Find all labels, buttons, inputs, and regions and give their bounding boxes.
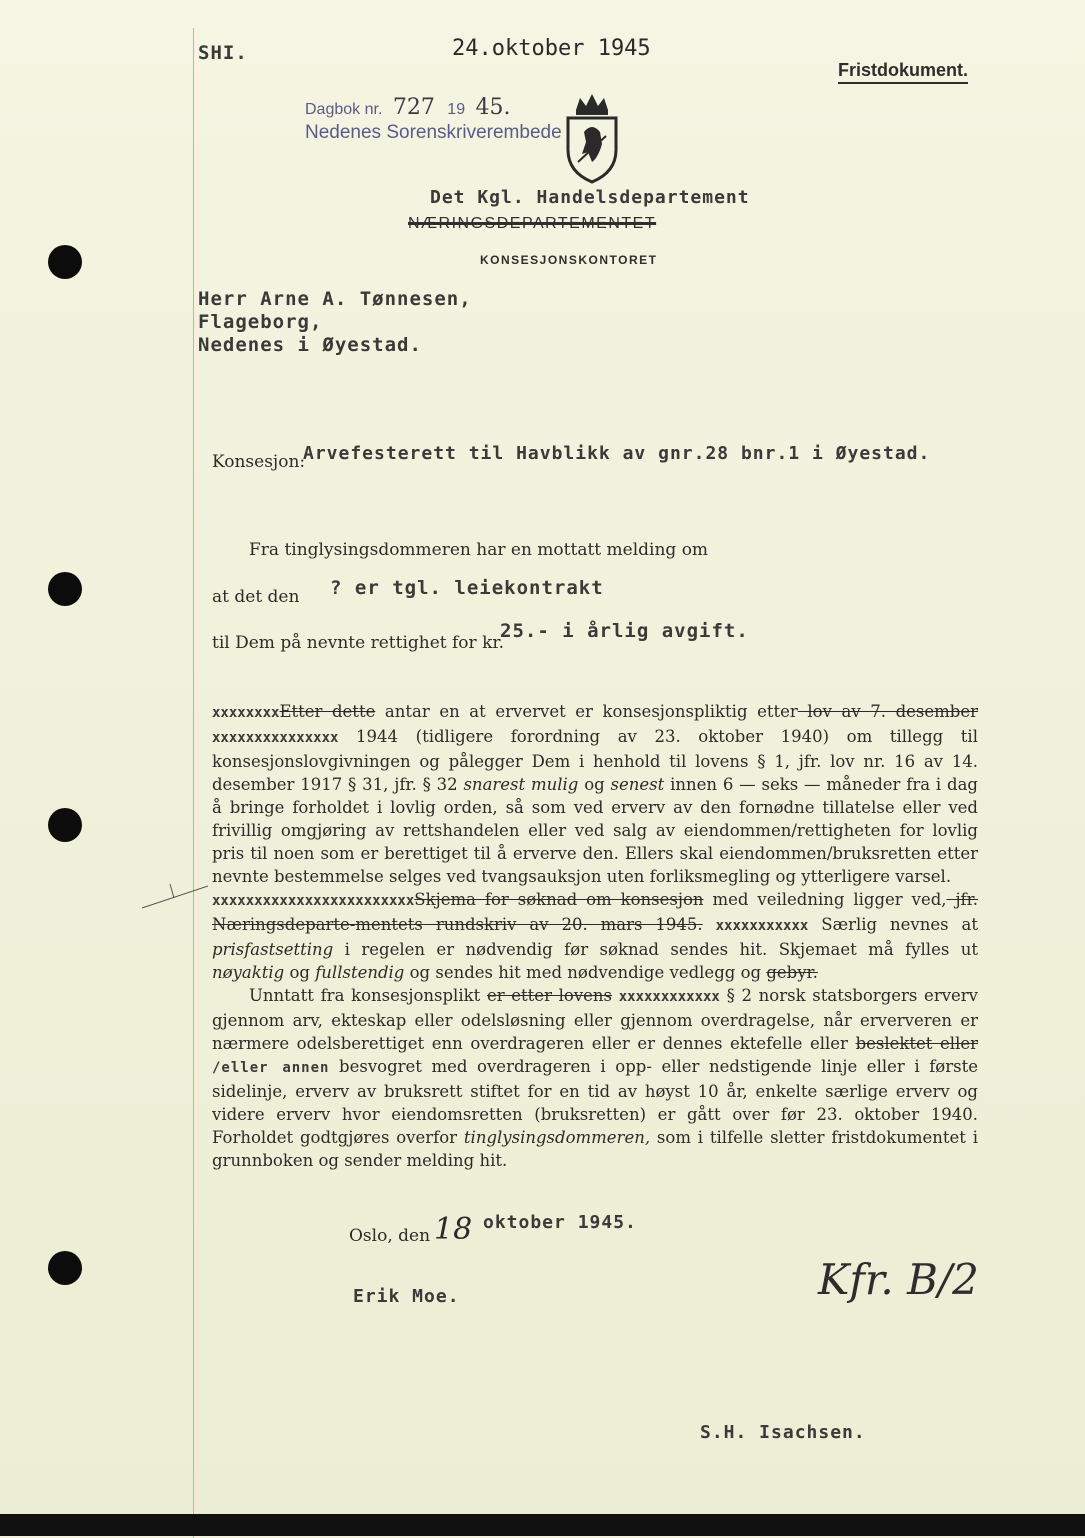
typed-overstrike: xxxxxxxxxxxxxxxxxxxxxxxx <box>212 893 415 909</box>
notice-til-label: til Dem på nevnte rettighet for kr. <box>212 633 505 653</box>
dagbok-year-prefix: 19 <box>447 101 466 118</box>
date-stamp: 24.oktober 1945 <box>452 36 651 61</box>
text-run: innen 6 — seks — måneder fra i dag å bringe forholdet i lovlig orden, så som ved erverv av den fornødne tillatelse eller ved frivillig omgjøring av rettshandelen eller ved salg av eiendommen/rettigheten for lovlig pris til noen som er berettiget til å erverve den. Ellers skal eiendommen/bruksretten etter nevnte bestemmelse selges ved tvangsauksjon uten forliksmegling og ytterligere varsel. <box>212 775 978 886</box>
emphasis: prisfastsetting <box>212 940 334 959</box>
emphasis: nøyaktig <box>212 963 285 982</box>
text-run: besvogret med overdrageren i opp- eller nedstigende linje eller i første sidelinje, erverv av bruksrett stiftet for en tid av høyst 10 år, enkelte særlige erverv og videre erverv hvor eiendomsretten (bruksretten) er gått over før 23. oktober 1940. Forholdet godtgjøres overfor <box>212 1057 978 1147</box>
file-code: SHI. <box>198 42 248 64</box>
court-office-stamp: Nedenes Sorenskriverembede <box>305 122 562 143</box>
recipient-line: Flageborg, <box>198 311 323 333</box>
emphasis: tinglysingsdommeren, <box>463 1128 651 1147</box>
dagbok-stamp <box>305 95 511 120</box>
paragraph <box>212 700 978 888</box>
struck-text: beslektet eller <box>855 1034 978 1053</box>
struck-text: lov av 7. desember <box>797 702 978 721</box>
ministry-old-name: NÆRINGSDEPARTEMENTET <box>408 215 657 232</box>
signer-name: Erik Moe. <box>353 1286 460 1307</box>
coat-of-arms-icon <box>562 92 622 184</box>
handwritten-initials: Kfr. B/2 <box>818 1255 979 1304</box>
signer-name: S.H. Isachsen. <box>700 1422 866 1443</box>
notice-at-value: ? er tgl. leiekontrakt <box>330 577 604 599</box>
recipient-line: Nedenes i Øyestad. <box>198 334 422 356</box>
margin-rule <box>193 28 194 1538</box>
text-run: antar en at ervervet er konsesjonspliktig etter <box>375 702 798 721</box>
closing-place: Oslo, den <box>349 1226 431 1246</box>
text-run: med veiledning ligger ved, <box>703 890 947 909</box>
typed-overstrike: xxxxxxxxxxx <box>715 918 809 934</box>
emphasis: snarest mulig <box>463 775 579 794</box>
typed-overstrike: xxxxxxxxxxxx <box>618 989 720 1005</box>
pencil-mark-icon <box>140 880 210 910</box>
struck-text: er etter lovens <box>486 986 613 1005</box>
concession-label: Konsesjon: <box>212 452 306 472</box>
paragraph <box>212 888 978 984</box>
text-run: i regelen er nødvendig før søknad sendes hit. Skjemaet må fylles ut <box>344 940 978 959</box>
struck-text: gebyr. <box>766 963 818 982</box>
text-run: og sendes hit med nødvendige vedlegg og <box>409 963 762 982</box>
recipient-address <box>198 288 472 357</box>
punch-hole <box>48 808 82 842</box>
punch-hole <box>48 572 82 606</box>
emphasis: senest <box>610 775 665 794</box>
text-run: Særlig nevnes at <box>821 915 978 934</box>
text-run: 1944 (tidligere forordning av 23. oktober 1940) om tillegg til konsesjonslovgivningen og pålegger Dem i henhold til lovens § 1, jfr. lov nr. 16 av 14. desember 1917 § 31, jfr. § 32 <box>212 727 978 794</box>
punch-hole <box>48 1251 82 1285</box>
notice-til-value: 25.- i årlig avgift. <box>500 620 749 642</box>
concession-value: Arvefesterett til Havblikk av gnr.28 bnr.1 i Øyestad. <box>303 443 931 464</box>
punch-hole <box>48 245 82 279</box>
typed-overstrike: xxxxxxxxxxxxxxx <box>212 730 339 746</box>
paragraph <box>212 984 978 1172</box>
text-run: § 2 norsk statsborgers erverv gjennom arv, ekteskap eller odelsløsning eller gjennom overdragelse, når erververen er nærmere odelsberettiget enn overdrageren eller er dennes ektefelle eller <box>212 986 979 1053</box>
scan-edge <box>0 1514 1085 1536</box>
closing-date: oktober 1945. <box>483 1212 637 1233</box>
notice-line: Fra tinglysingsdommeren har en mottatt melding om <box>249 540 709 560</box>
struck-text: Skjema for søknad om konsesjon <box>414 890 704 909</box>
typed-insertion: /eller annen <box>212 1060 330 1076</box>
typed-overstrike: xxxxxxxx <box>212 705 280 721</box>
ministry-office: KONSESJONSKONTORET <box>480 253 658 267</box>
notice-at-label: at det den <box>212 587 300 607</box>
closing-day: 18 <box>434 1212 473 1247</box>
emphasis: fullstendig <box>315 963 405 982</box>
dagbok-year: 45. <box>475 95 511 120</box>
ministry-name: Det Kgl. Handelsdepartement <box>430 187 750 208</box>
text-run: og <box>289 963 310 982</box>
dagbok-label: Dagbok nr. <box>305 101 383 118</box>
dagbok-number: 727 <box>392 95 435 120</box>
text-run: og <box>584 775 605 794</box>
struck-text: jfr. Næringsdeparte-mentets rundskriv av 20. mars 1945. <box>212 890 978 934</box>
body-text <box>212 700 978 1172</box>
recipient-line: Herr Arne A. Tønnesen, <box>198 288 472 310</box>
struck-text: Etter dette <box>279 702 376 721</box>
text-run: Unntatt fra konsesjonsplikt <box>249 986 481 1005</box>
text-run: som i tilfelle sletter fristdokumentet i grunnboken og sender melding hit. <box>212 1128 978 1170</box>
document-type: Fristdokument. <box>838 60 968 84</box>
